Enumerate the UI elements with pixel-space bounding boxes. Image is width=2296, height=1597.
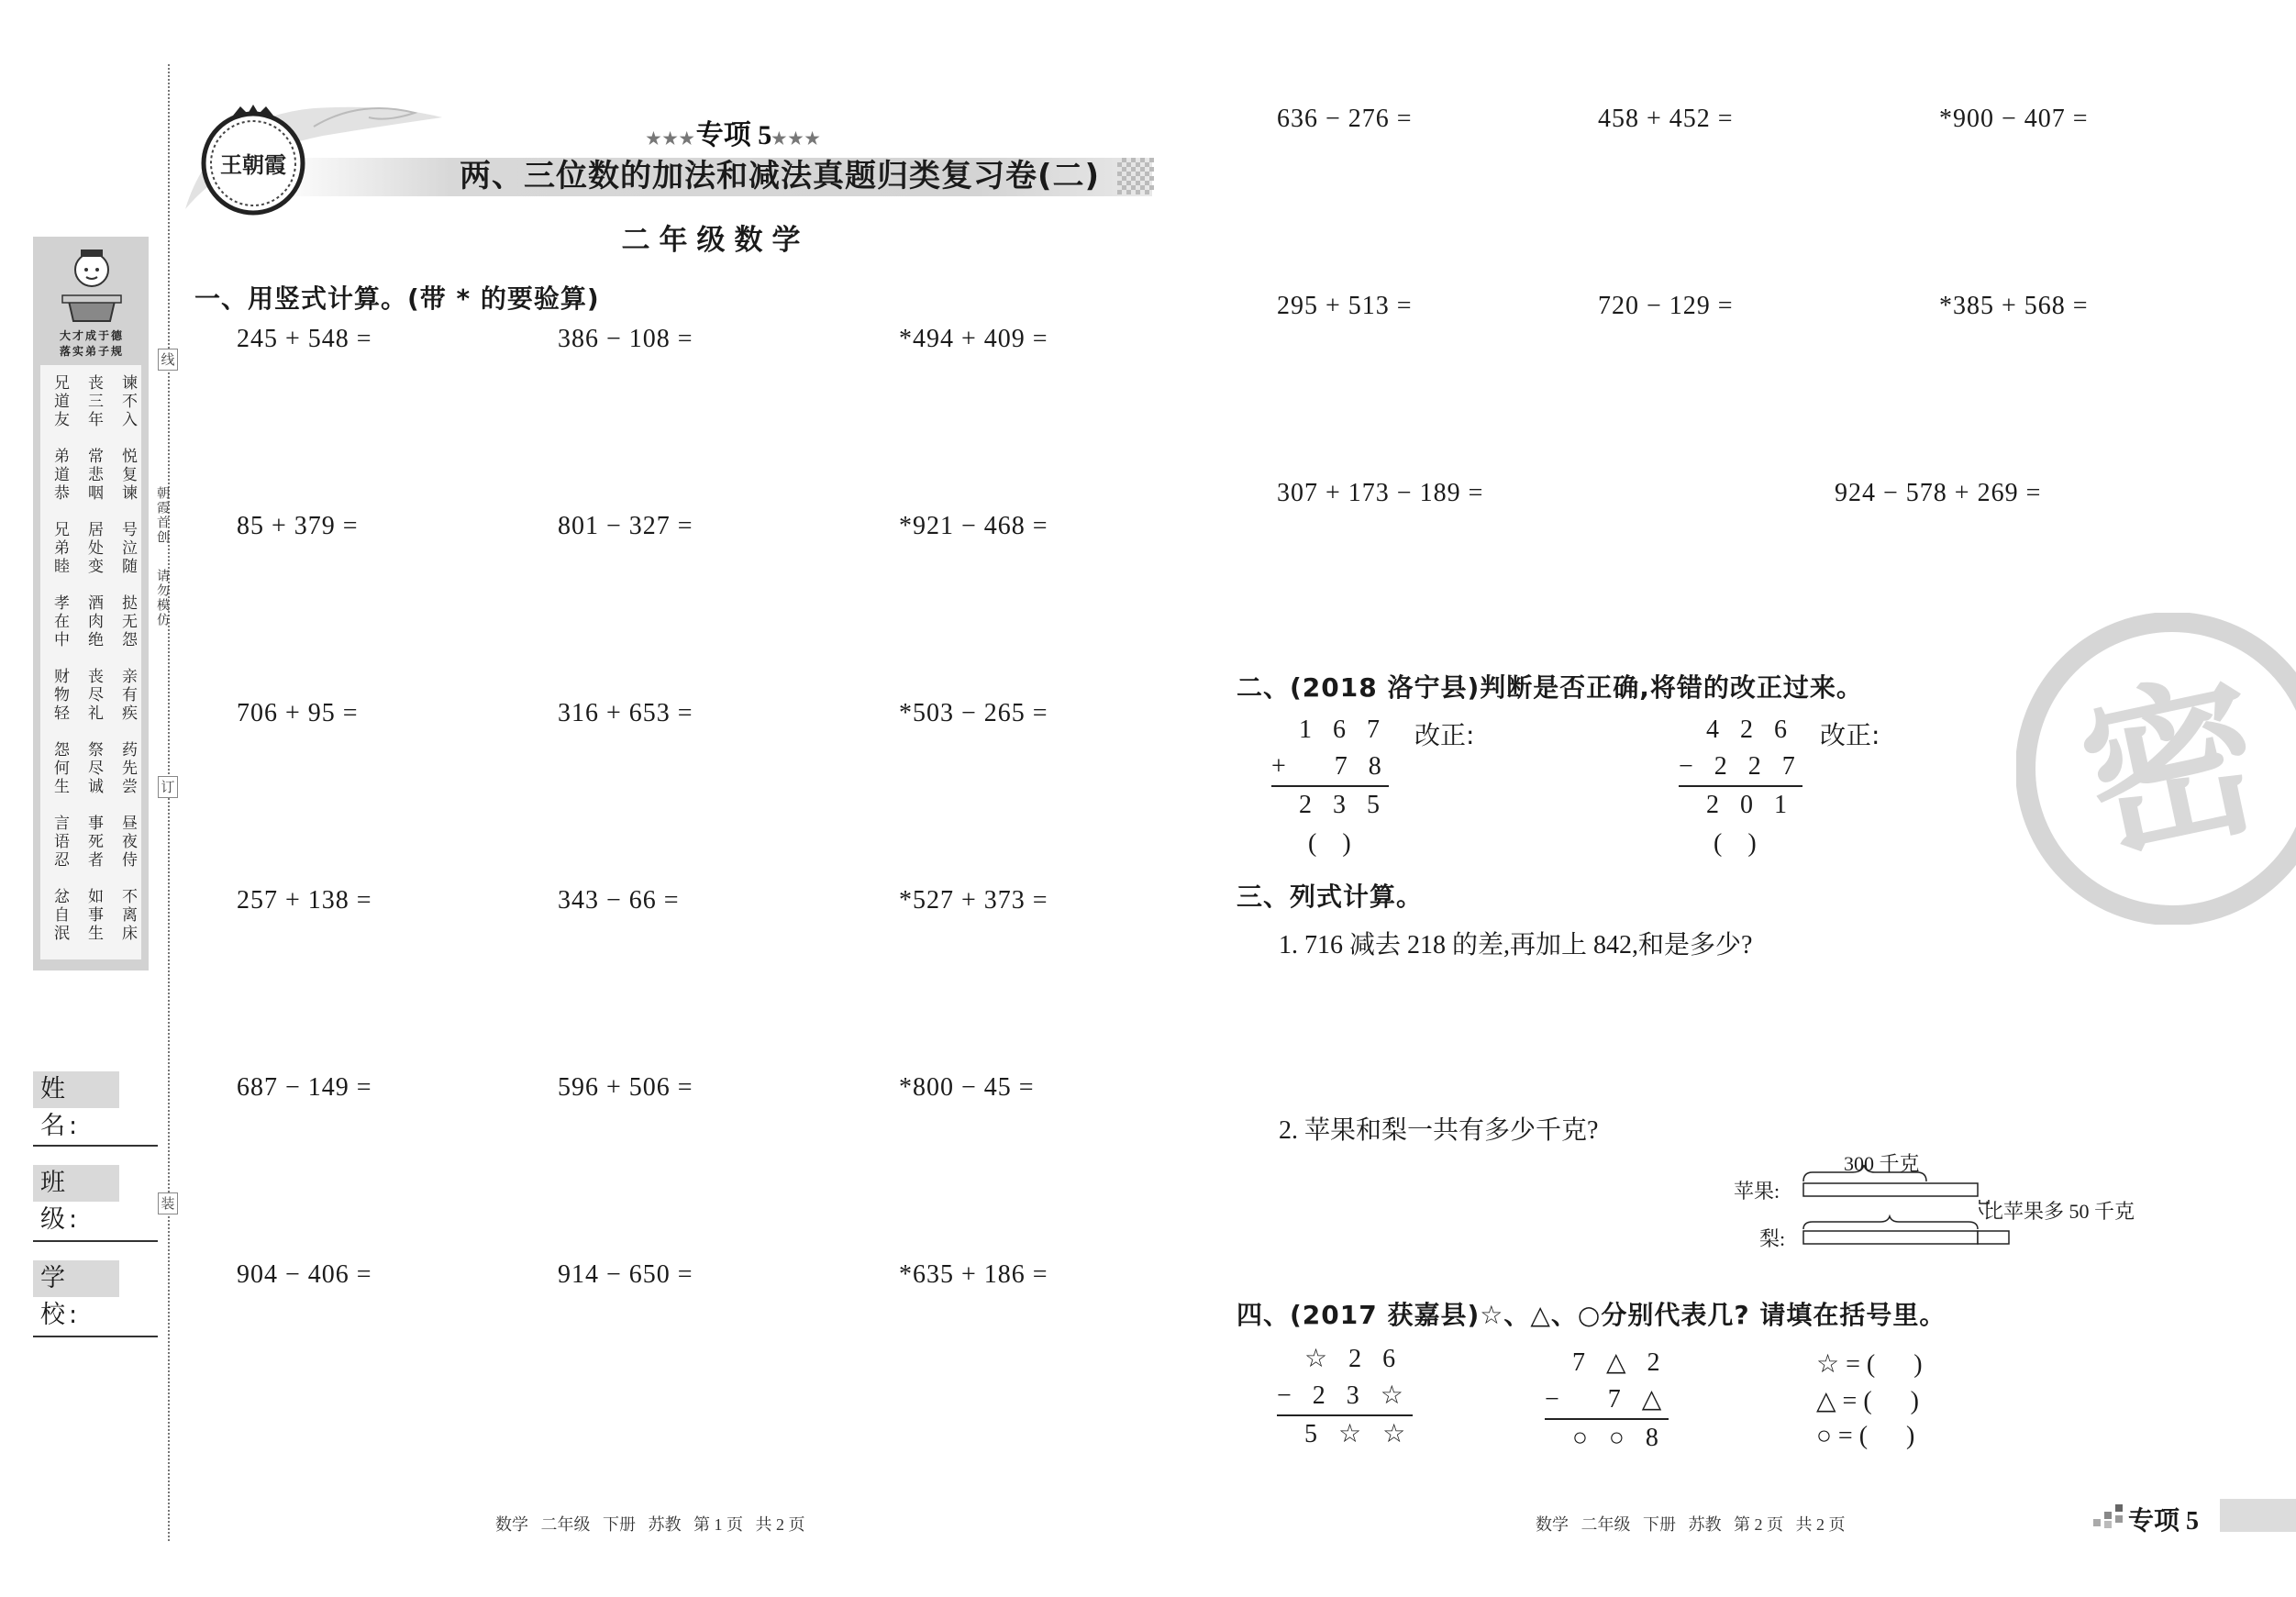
side-note-original: 朝霞首创 — [155, 486, 170, 545]
calc-b-mid: − 2 2 7 — [1679, 752, 1802, 781]
poem-line: 挞无怨 — [119, 594, 137, 649]
pear-row-label: 梨: — [1759, 1227, 1786, 1250]
poem-line: 兄道友 — [51, 374, 69, 429]
school-label: 学 校: — [33, 1260, 119, 1297]
judge-answer-b[interactable]: ( ) — [1714, 829, 1757, 858]
sym-a-result: 5 ☆ ☆ — [1277, 1414, 1413, 1453]
cut-mark-ding: 订 — [158, 776, 178, 798]
correction-label-a: 改正: — [1414, 720, 1475, 750]
correction-label-b: 改正: — [1820, 720, 1880, 750]
series-badge: 专项 5 — [2128, 1507, 2200, 1536]
answer-star[interactable]: ☆ = ( ) — [1816, 1350, 1923, 1379]
calc-problem: 295 + 513 = — [1277, 292, 1413, 320]
footer-left: 数学 二年级 下册 苏教 第 1 页 共 2 页 — [495, 1515, 805, 1534]
poem-stanza — [50, 374, 138, 429]
stamp-text: 密 — [2065, 650, 2279, 886]
calc-problem: 706 + 95 = — [237, 699, 359, 727]
answer-triangle[interactable]: △ = ( ) — [1816, 1387, 1919, 1415]
judge-calc-a — [1271, 712, 1389, 824]
cut-mark-xian: 线 — [158, 349, 178, 371]
judge-calc-b — [1679, 712, 1802, 824]
calc-a-top: 1 6 7 — [1271, 715, 1387, 744]
sym-b-mid: − 7 △ — [1545, 1385, 1669, 1414]
calc-problem: 307 + 173 − 189 = — [1277, 479, 1484, 507]
sym-a-top: ☆ 2 6 — [1277, 1345, 1403, 1373]
calc-problem: 914 − 650 = — [558, 1260, 693, 1289]
poem-line: 怨何生 — [51, 741, 69, 796]
calc-problem: 687 − 149 = — [237, 1073, 372, 1102]
badge-squares-icon — [2093, 1504, 2124, 1530]
poem-line: 不离床 — [119, 888, 137, 943]
poem-line: 丧尽礼 — [85, 668, 103, 723]
calc-problem: 343 − 66 = — [558, 886, 680, 915]
calc-problem: 85 + 379 = — [237, 512, 359, 540]
footer-right: 数学 二年级 下册 苏教 第 2 页 共 2 页 — [1536, 1515, 1846, 1534]
apple-pear-bar-diagram — [1715, 1145, 2192, 1273]
question-3-2: 2. 苹果和梨一共有多少千克? — [1279, 1116, 1599, 1145]
poem-line: 忿自泯 — [51, 888, 69, 943]
cut-mark-zhuang: 装 — [158, 1192, 178, 1214]
poem-line: 亲有疾 — [119, 668, 137, 723]
poem-line: 言语忍 — [51, 815, 69, 870]
badge-background — [2220, 1499, 2296, 1532]
logo-text: 王朝霞 — [220, 151, 286, 178]
poem-stanza — [50, 448, 138, 503]
sym-a-mid: − 2 3 ☆ — [1277, 1381, 1411, 1410]
scholar-child-icon — [55, 242, 128, 325]
section-3-heading: 三、列式计算。 — [1237, 882, 1424, 912]
motto — [39, 328, 145, 360]
calc-problem: 596 + 506 = — [558, 1073, 693, 1102]
section-2-heading: 二、(2018 洛宁县)判断是否正确,将错的改正过来。 — [1237, 672, 1863, 703]
calc-a-mid: + 7 8 — [1271, 752, 1389, 781]
calc-problem: *635 + 186 = — [899, 1260, 1048, 1289]
bar-diagram-lines — [1715, 1145, 2192, 1273]
poem-line: 弟道恭 — [51, 448, 69, 503]
calc-problem: 257 + 138 = — [237, 886, 372, 915]
poem-line: 居处变 — [85, 521, 103, 576]
poem-line: 悦复谏 — [119, 448, 137, 503]
symbol-calc-a — [1277, 1341, 1413, 1453]
apple-bar — [1803, 1183, 1978, 1196]
subject-title: 二年级数学 — [621, 224, 810, 257]
symbol-calc-b — [1545, 1345, 1669, 1457]
calc-problem: 386 − 108 = — [558, 325, 693, 353]
poem-columns — [40, 365, 141, 959]
section-4-heading: 四、(2017 获嘉县)☆、△、○分别代表几? 请填在括号里。 — [1237, 1300, 1947, 1330]
confidential-stamp-watermark — [2016, 613, 2296, 925]
apple-amount-label: 300 千克 — [1844, 1152, 1920, 1175]
calc-a-result: 2 3 5 — [1271, 785, 1389, 824]
calc-problem: 636 − 276 = — [1277, 105, 1413, 133]
calc-problem: 801 − 327 = — [558, 512, 693, 540]
sym-b-top: 7 △ 2 — [1545, 1348, 1668, 1377]
poem-line: 财物轻 — [51, 668, 69, 723]
question-3-1: 1. 716 减去 218 的差,再加上 842,和是多少? — [1279, 931, 1753, 959]
calc-problem: 924 − 578 + 269 = — [1835, 479, 2042, 507]
poem-stanza — [50, 668, 138, 723]
publisher-logo-icon — [196, 103, 310, 216]
disciple-rules-panel — [33, 237, 149, 970]
extra-amount-note: 比苹果多 50 千克 — [1983, 1200, 2135, 1223]
poem-line: 孝在中 — [51, 594, 69, 649]
calc-problem: 245 + 548 = — [237, 325, 372, 353]
answer-circle[interactable]: ○ = ( ) — [1816, 1422, 1915, 1450]
calc-problem: 316 + 653 = — [558, 699, 693, 727]
calc-b-result: 2 0 1 — [1679, 785, 1802, 824]
series-text: 专项 5 — [695, 120, 772, 150]
poem-line: 昼夜侍 — [119, 815, 137, 870]
poem-line: 兄弟睦 — [51, 521, 69, 576]
poem-line: 谏不入 — [119, 374, 137, 429]
poem-stanza — [50, 888, 138, 943]
calc-problem: 904 − 406 = — [237, 1260, 372, 1289]
poem-stanza — [50, 815, 138, 870]
poem-line: 如事生 — [85, 888, 103, 943]
pear-bar-base — [1803, 1231, 1978, 1244]
paper-title: 两、三位数的加法和减法真题归类复习卷(二) — [459, 158, 1101, 194]
calc-problem: 720 − 129 = — [1598, 292, 1734, 320]
motto-bottom: 落实弟子规 — [59, 345, 124, 358]
judge-answer-a[interactable]: ( ) — [1308, 829, 1351, 858]
school-field[interactable] — [33, 1336, 158, 1337]
poem-line: 酒肉绝 — [85, 594, 103, 649]
poem-line: 丧三年 — [85, 374, 103, 429]
poem-line: 祭尽诚 — [85, 741, 103, 796]
side-note-no-copy: 请勿模仿 — [155, 569, 170, 627]
calc-problem: *385 + 568 = — [1939, 292, 2089, 320]
section-1-heading: 一、用竖式计算。(带 * 的要验算) — [194, 283, 600, 314]
calc-problem: *527 + 373 = — [899, 886, 1048, 915]
stars-right: ★★★ — [771, 129, 822, 148]
class-label: 班 级: — [33, 1165, 119, 1202]
calc-b-top: 4 2 6 — [1679, 715, 1794, 744]
calc-problem: 458 + 452 = — [1598, 105, 1734, 133]
name-label: 姓 名: — [33, 1071, 119, 1108]
calc-problem: *800 − 45 = — [899, 1073, 1035, 1102]
poem-line: 药先尝 — [119, 741, 137, 796]
series-label — [624, 112, 844, 152]
poem-line: 事死者 — [85, 815, 103, 870]
pear-bar-extra — [1978, 1231, 2009, 1244]
poem-stanza — [50, 741, 138, 796]
poem-stanza — [50, 594, 138, 649]
calc-problem: *900 − 407 = — [1939, 105, 2089, 133]
poem-line: 号泣随 — [119, 521, 137, 576]
binding-margin — [0, 0, 174, 1597]
poem-line: 常悲咽 — [85, 448, 103, 503]
calc-problem: *494 + 409 = — [899, 325, 1048, 353]
sym-b-result: ○ ○ 8 — [1545, 1418, 1669, 1457]
stars-left: ★★★ — [646, 129, 696, 148]
apple-row-label: 苹果: — [1734, 1180, 1780, 1203]
class-field[interactable] — [33, 1240, 158, 1242]
motto-top: 大才成于德 — [59, 329, 124, 342]
name-field[interactable] — [33, 1145, 158, 1147]
poem-stanza — [50, 521, 138, 576]
calc-problem: *503 − 265 = — [899, 699, 1048, 727]
calc-problem: *921 − 468 = — [899, 512, 1048, 540]
cut-line — [168, 64, 170, 1541]
